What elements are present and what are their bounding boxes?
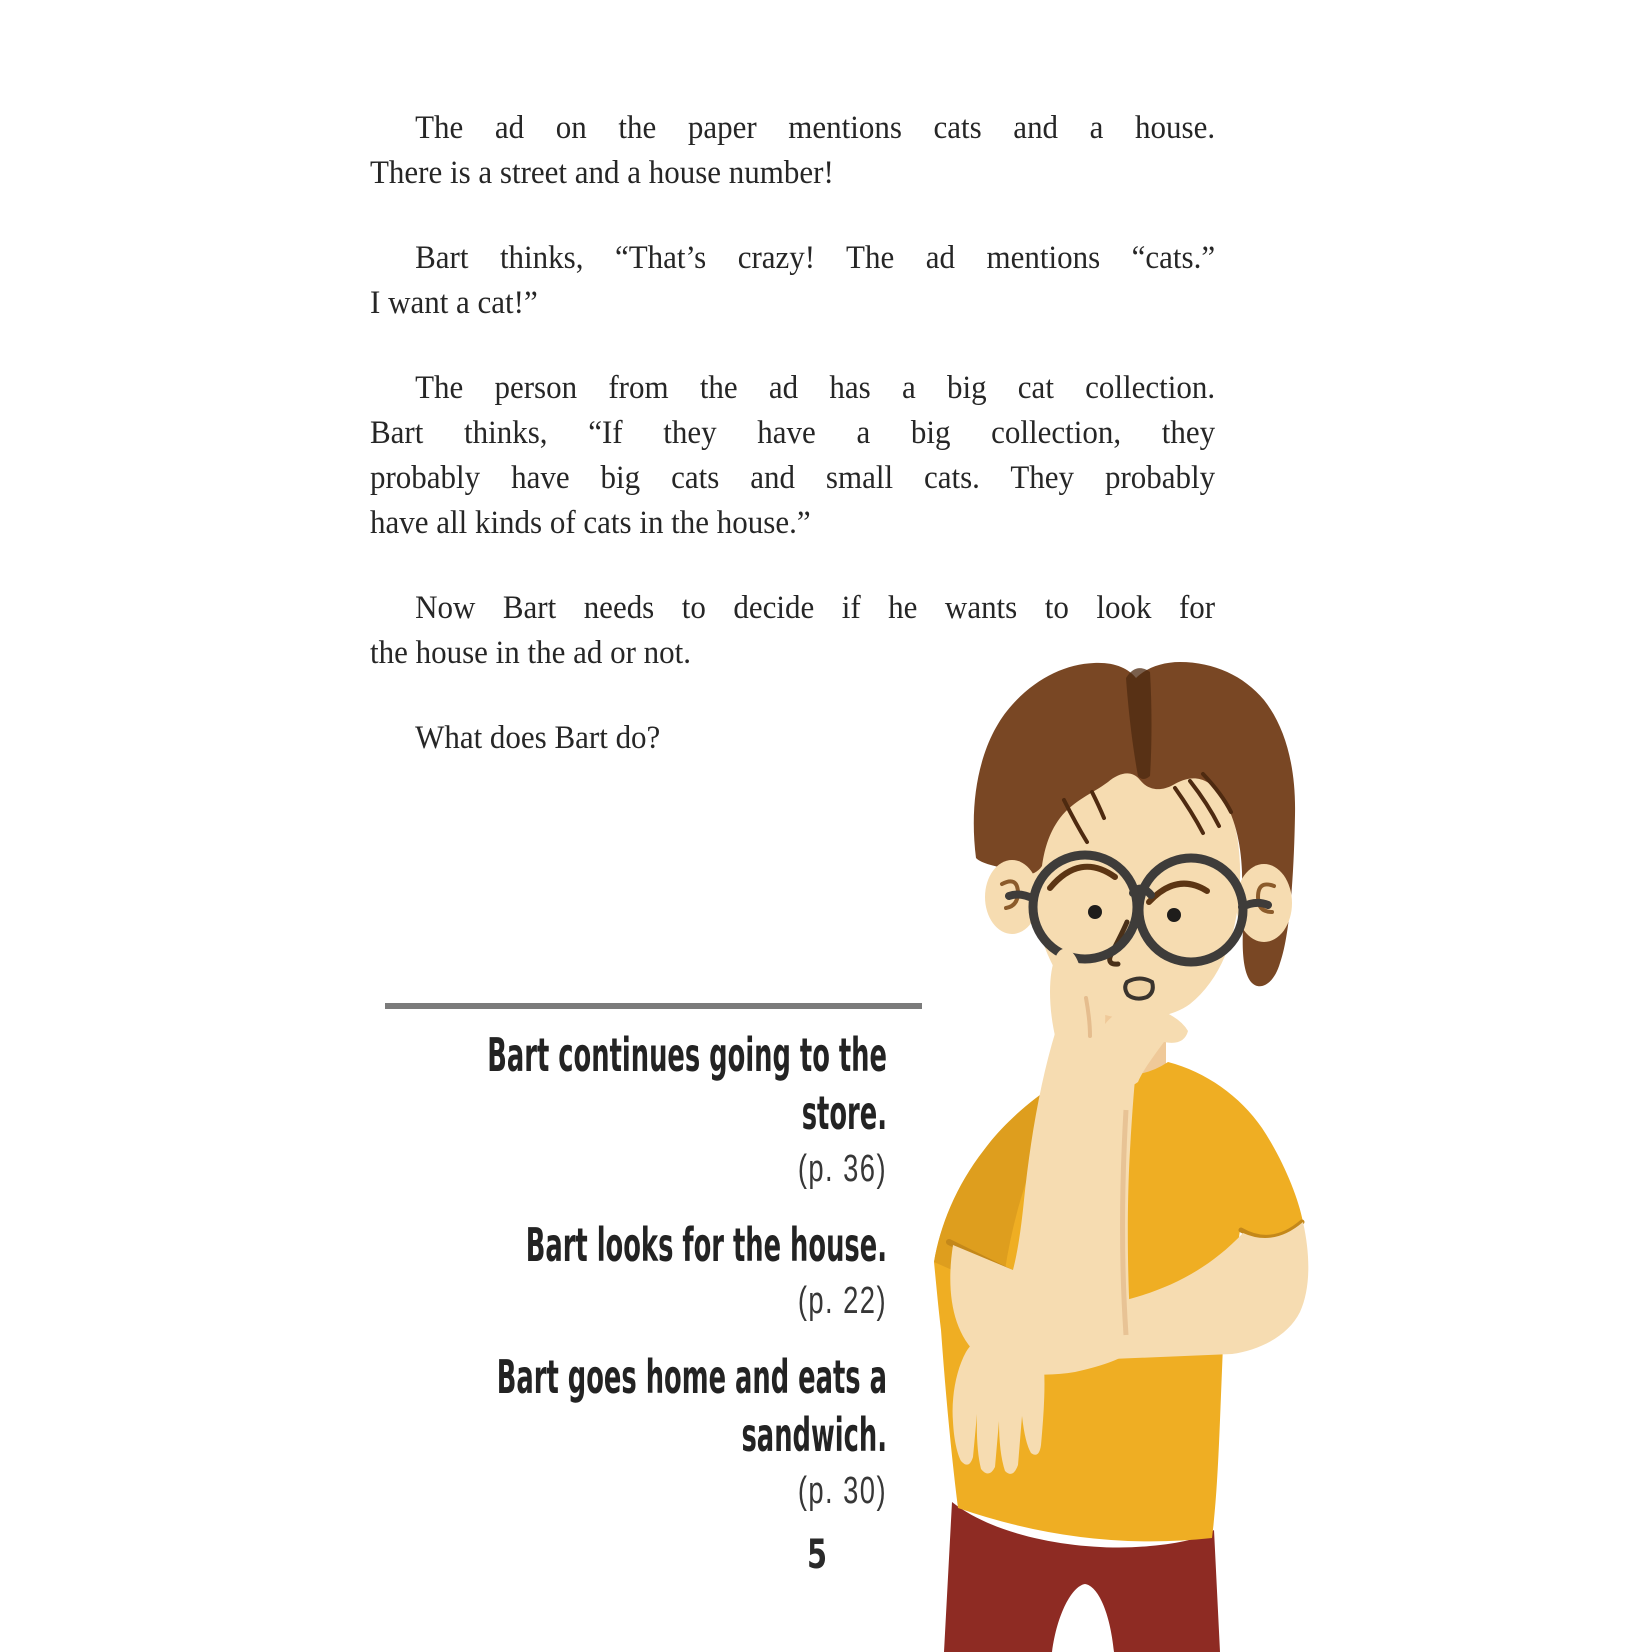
left-ear-inner xyxy=(1002,881,1018,908)
right-ear xyxy=(1236,864,1292,942)
boy-left-arm xyxy=(1036,1222,1308,1362)
paragraph xyxy=(370,236,1215,326)
choice-label: Bart continues going to the store. xyxy=(487,1028,887,1140)
choice-option xyxy=(27,1348,887,1514)
right-eyebrow xyxy=(1149,884,1207,902)
chin-hand-detail xyxy=(1086,998,1090,1036)
text-line: have all kinds of cats in the house.” xyxy=(370,505,811,541)
boy-chin-hand xyxy=(1050,949,1188,1091)
forearm-shading-line xyxy=(1123,1110,1126,1335)
choice-page-ref: (p. 22) xyxy=(797,1280,887,1322)
choice-option xyxy=(27,1216,887,1324)
choices-list xyxy=(27,1026,887,1538)
choice-label: Bart looks for the house. xyxy=(525,1218,887,1272)
choice-page-ref: (p. 36) xyxy=(797,1148,887,1190)
text-line: the house in the ad or not. xyxy=(370,635,691,671)
left-eye xyxy=(1088,905,1102,919)
left-eyebrow xyxy=(1050,867,1115,888)
text-line: Bart thinks, “If they have a big collection, they xyxy=(370,415,1216,451)
paragraph xyxy=(370,586,1215,676)
boy-mouth xyxy=(1125,979,1153,999)
text-line: There is a street and a house number! xyxy=(370,155,834,191)
boy-shirt xyxy=(934,1062,1303,1541)
right-sleeve-cuff xyxy=(1241,1222,1302,1237)
choice-label: Bart goes home and eats a sandwich. xyxy=(496,1350,887,1462)
right-eye xyxy=(1167,908,1181,922)
text-line: probably have big cats and small cats. They probably xyxy=(370,460,1216,496)
left-ear xyxy=(985,860,1039,934)
paragraph xyxy=(370,716,1215,761)
story-question: What does Bart do? xyxy=(415,720,661,756)
glasses xyxy=(1009,855,1268,962)
left-sleeve-cuff xyxy=(949,1242,1014,1274)
boy-nose xyxy=(1110,922,1127,964)
story-text xyxy=(370,106,1215,801)
paragraph xyxy=(370,106,1215,196)
boy-left-hand xyxy=(953,1312,1045,1474)
text-line: The person from the ad has a big cat collection. xyxy=(415,370,1216,406)
boy-pants xyxy=(944,1502,1220,1652)
text-line: I want a cat!” xyxy=(370,285,538,321)
boy-right-arm xyxy=(950,1030,1140,1375)
shirt-shading xyxy=(934,1064,1094,1292)
choice-page-ref: (p. 30) xyxy=(797,1470,887,1512)
choice-option xyxy=(27,1026,887,1192)
right-ear-inner xyxy=(1258,884,1274,912)
section-divider xyxy=(385,1003,922,1009)
text-line: Bart thinks, “That’s crazy! The ad mentions “cats.” xyxy=(415,240,1216,276)
text-line: The ad on the paper mentions cats and a house. xyxy=(415,110,1216,146)
paragraph xyxy=(370,366,1215,546)
text-line: Now Bart needs to decide if he wants to look for xyxy=(415,590,1216,626)
page-number: 5 xyxy=(806,1532,828,1578)
boy-neck xyxy=(1092,985,1166,1108)
